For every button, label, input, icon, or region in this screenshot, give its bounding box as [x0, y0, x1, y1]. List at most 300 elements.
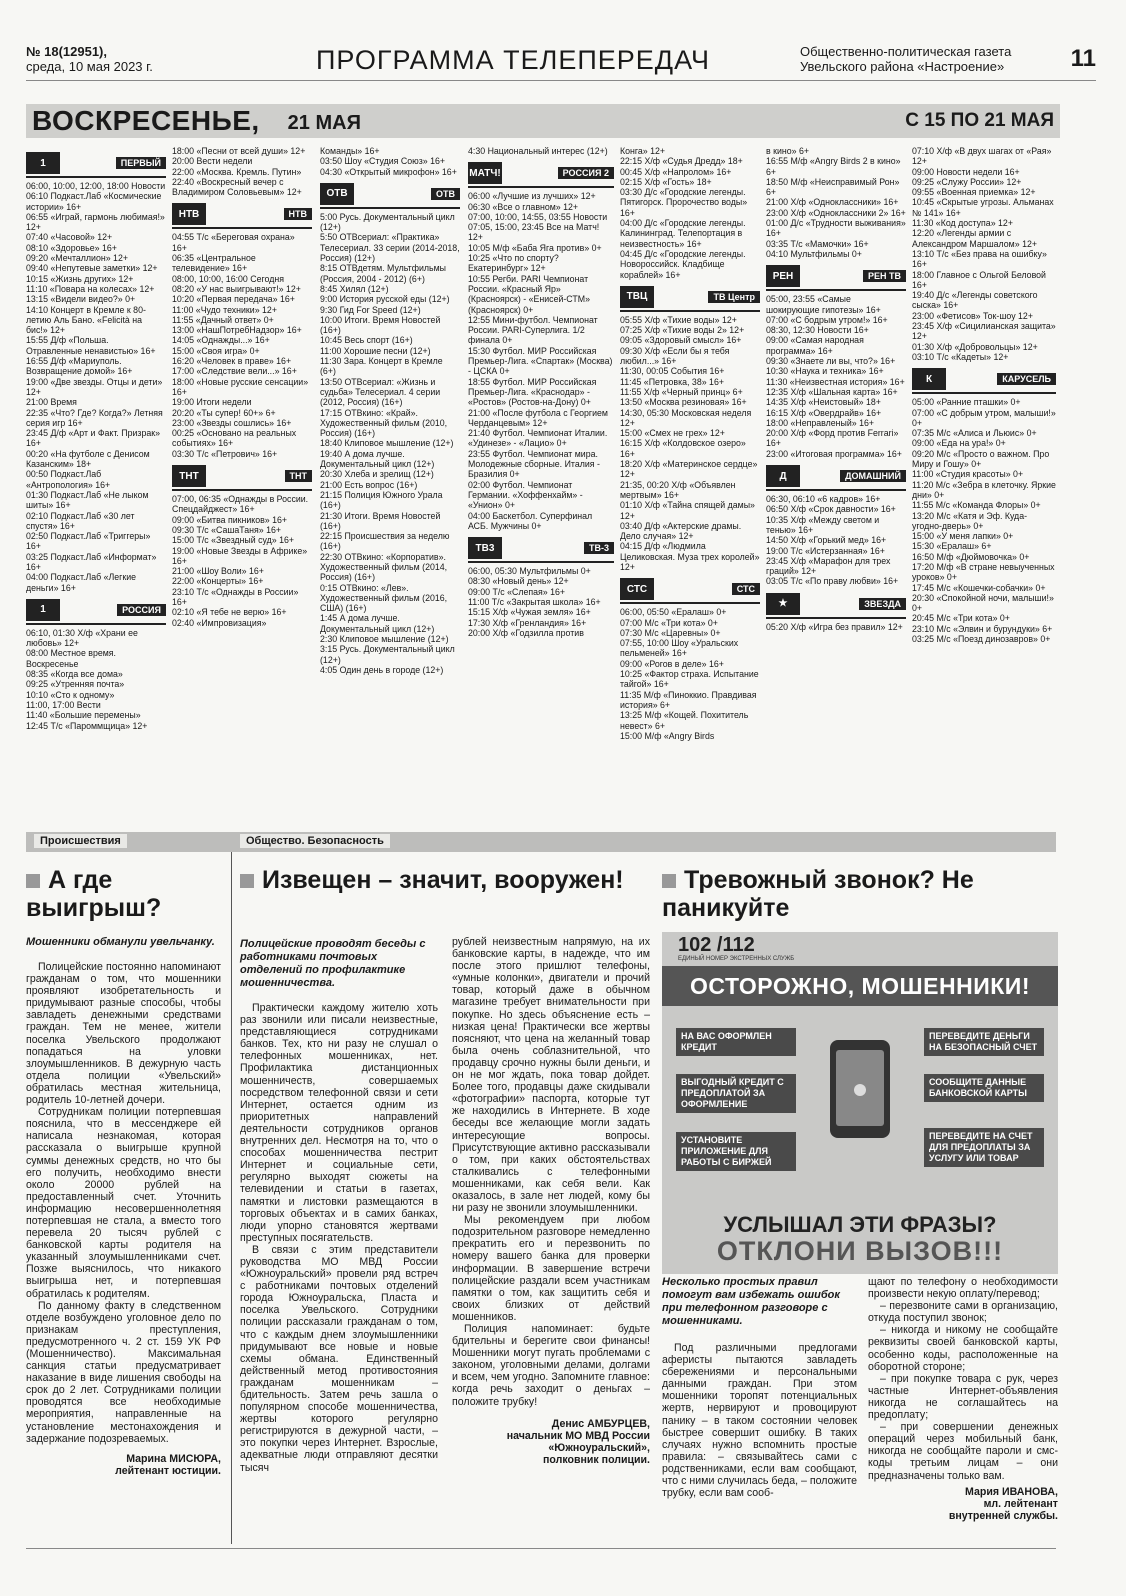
article-column-1 [662, 1342, 857, 1499]
paragraph: Практически каждому жителю хоть раз звонили или писали неизвестные, представляющиеся сотрудниками банков. Тех, кто ни разу не слушал о телефонных мошенниках, нет. Профилактика дистанционных мошенничеств, совершаемых посредством телефонной связи и сети Интернет, остается одним из приоритетных направлений деятельности сотрудников органов внутренних дел. Несмотря на то, что о способах мошенничества пестрит Интернет и социальные сети, регулярно выходят сюжеты на телевидении и статьи в газетах, памятки и листовки размещаются в торговых объектах и в самих банках, люди упорно становятся жертвами преступных посягательств. [240, 1002, 438, 1244]
heading-marker [26, 874, 40, 888]
article-title [26, 866, 221, 922]
program-listing: 8:45 Хилял (12+) [320, 283, 389, 294]
article-column-2 [452, 936, 650, 1466]
program-listing: 05:00, 23:55 «Самые шокирующие гипотезы» 16+ [766, 294, 881, 315]
program-listing: 16:15 Х/ф «Овердрайв» 16+ [766, 407, 882, 418]
paragraph: Полицейские постоянно напоминают гражданам о том, что мошенники проявляют изобретательность и придумывают разные способы, чтобы завладеть денежными средствами граждан. Тем не менее, жители поселка Увельского продолжают попадаться на уловки злоумышленников. В дежурную часть отдела полиции «Увельский» обратилась местная жительница, родитель 10-летней дочери. [26, 961, 221, 1107]
program-listing: 17:30 Х/ф «Гренландия» 16+ [468, 617, 587, 628]
channel-header [766, 263, 906, 291]
program-listing: 06:30, 06:10 «6 кадров» 16+ [766, 494, 881, 505]
program-listing: 06:30 «Все о главном» 12+ [468, 201, 579, 212]
program-listing: 21:15 Полиция Южного Урала (16+) [320, 489, 443, 511]
program-listing: 10:55 Регби. PARI Чемпионат России. «Красный Яр» (Красноярск) - «Енисей-СТМ» (Красноярск) 0+ [468, 273, 590, 315]
article-title [240, 866, 650, 894]
author-name: Денис АМБУРЦЕВ, [551, 1417, 650, 1430]
program-listing: 02:50 Подкаст.Лаб «Триггеры» 16+ [26, 531, 151, 552]
issue-info [26, 44, 226, 74]
program-listing: 08:30 «Новый день» 12+ [468, 576, 569, 587]
program-listing: 16:15 Х/ф «Колдовское озеро» 16+ [620, 438, 746, 459]
program-listing: 03:25 Подкаст.Лаб «Информат» 16+ [26, 551, 157, 572]
program-listing: 11:55 М/с «Команда Флоры» 0+ [912, 500, 1041, 511]
emergency-subtitle: ЕДИНЫЙ НОМЕР ЭКСТРЕННЫХ СЛУЖБ [678, 956, 795, 962]
channel-name: ТНТ [285, 470, 313, 482]
program-listing: 11:30 Зара. Концерт в Кремле (6+) [320, 356, 443, 377]
program-listing: 17:45 М/с «Кошечки-собачки» 0+ [912, 582, 1046, 593]
program-listing: 04:00 Д/с «Городские легенды. Калининград. Телепортация в неизвестность» 16+ [620, 218, 746, 249]
rubric-strip [26, 832, 1056, 852]
program-listing: 15:00 М/ф «Angry Birds [620, 730, 715, 741]
program-listing: 14:10 Концерт в Кремле к 80-летию Аль Бано. «Felicità на бис!» 12+ [26, 304, 146, 336]
channel-logo-icon: РЕН [766, 265, 800, 287]
channel-name: СТС [732, 583, 760, 595]
program-listing: 06:10, 01:30 Х/ф «Храни ее любовь» 12+ [26, 627, 138, 649]
program-listing: 03:25 М/с «Поезд динозавров» 0+ [912, 634, 1051, 645]
program-listing: 10:45 Весь спорт (16+) [320, 335, 413, 346]
channel-logo-icon: ТНТ [172, 465, 206, 487]
program-listing: 23:55 Футбол. Чемпионат мира. Молодежные сборные. Италия - Бразилия 0+ [468, 448, 600, 480]
warning-icon [854, 1084, 866, 1096]
author-name: Мария ИВАНОВА, [965, 1485, 1058, 1498]
program-listing: 01:30 Подкаст.Лаб «Не лыком шиты» 16+ [26, 489, 149, 511]
program-listing: 00:50 Подкаст.Лаб «Антропология» 16+ [26, 469, 111, 490]
program-listing: 01:00 Д/с «Трудности выживания» 16+ [766, 218, 906, 239]
program-listing: 09:00 Т/с «Слепая» 16+ [468, 586, 566, 597]
channel-header [26, 597, 166, 625]
channel-logo-icon: СТС [620, 578, 654, 600]
paragraph: Сотрудникам полиции потерпевшая пояснила, что в мессенджере ей написала незнакомая, которая рассказала о выигрыше крупной суммы денежных средств, но что бы его получить, необходимо внести около 20000 рублей на предоставленный счет. Уточнить информацию несовершеннолетняя потерпевшая не стала, а вместо того перевела 20 тысяч рублей с банковской карты родителя на указанный злоумышленниками счет. Позже выяснилось, что никакого выигрыша нет, и потерпевшая обратилась к родителям. [26, 1106, 221, 1300]
paragraph: – при покупке товара с рук, через частные Интернет-объявления никогда не соглашайтесь на предоплату; [868, 1372, 1058, 1422]
program-listing: 06:00 «Лучшие из лучших» 12+ [468, 191, 596, 202]
program-listing: 03:05 Т/с «По праву любви» 16+ [766, 576, 899, 587]
program-listing: 11:30 «Неизвестная история» 16+ [766, 376, 905, 387]
author-role: лейтенант юстиции. [115, 1464, 221, 1477]
program-listing: 03:30 Д/с «Городские легенды. Пятигорск. Пророчество воды» 16+ [620, 187, 748, 218]
program-listing: 18:40 Клиповое мышление (12+) [320, 438, 454, 449]
program-listing: 15:15 Х/ф «Чужая земля» 16+ [468, 607, 591, 618]
channel-name: РОССИЯ [117, 604, 166, 616]
phone-icon [830, 1040, 890, 1138]
program-listing: 02:10 Подкаст.Лаб «30 лет спустя» 16+ [26, 510, 135, 531]
program-listing: 18:00 «Новые русские сенсации» 16+ [172, 376, 309, 397]
banner-day: ВОСКРЕСЕНЬЕ, [32, 105, 260, 136]
program-listing: 09:20 М/с «Просто о важном. Про Миру и Гошу» 0+ [912, 448, 1050, 470]
schedule-column-7 [912, 146, 1056, 816]
program-listing: 23:10 М/с «Элвин и бурундуки» 6+ [912, 623, 1053, 634]
program-listing: 23:00 «Итоговая программа» 16+ [766, 448, 902, 459]
program-listing: 15:00 «У меня лапки» 0+ [912, 531, 1014, 542]
author-role: полковник полиции. [543, 1454, 650, 1467]
program-listing: 13:25 М/ф «Кощей. Похититель невест» 6+ [620, 710, 749, 731]
program-listing: 4:30 Национальный интерес (12+) [468, 146, 608, 156]
program-listing: 23:45 Х/ф «Сицилианская защита» 12+ [912, 321, 1056, 342]
program-listing: 08:20 «У нас выигрывают!» 12+ [172, 283, 301, 294]
program-listing: 09:30 Т/с «СашаТаня» 16+ [172, 524, 282, 535]
program-listing: 17:20 М/ф «В стране невыученных уроков» 0+ [912, 561, 1055, 583]
program-listing: 22:30 ОТВкино: «Корпоратив». Художественный фильм (2014, Россия) (16+) [320, 551, 448, 583]
program-listing: 08:00 Местное время. Воскресенье [26, 648, 117, 669]
program-listing: 05:20 Х/ф «Игра без правил» 12+ [766, 621, 903, 632]
channel-name: ДОМАШНИЙ [840, 470, 906, 482]
paragraph: По данному факту в следственном отделе возбуждено уголовное дело по признакам преступления, предусмотренного ч. 2 ст. 159 УК РФ (Мошенничество). Максимальная санкция статьи предусматривает наказание в виде лишения свободы на срок до 2 лет. Сотрудниками полиции проводятся все необходимые мероприятия, направленные на установление местонахождения и задержание подозреваемых. [26, 1299, 221, 1445]
schedule-column-2 [172, 146, 312, 816]
program-listing: 02:15 Х/ф «Гость» 18+ [620, 176, 712, 187]
program-listing: 09:00 Новости недели 16+ [912, 166, 1020, 177]
program-listing: 21:00 Есть вопрос (16+) [320, 479, 418, 490]
heading-marker [240, 874, 254, 888]
program-listing: 09:30 Х/ф «Если бы я тебя любил...» 16+ [620, 345, 730, 367]
program-listing: 21:30 Итоги. Время Новостей (16+) [320, 510, 441, 531]
program-listing: 15:00 «Смех не грех» 12+ [620, 428, 725, 439]
program-listing: 9:30 Гид For Speed (12+) [320, 304, 421, 315]
program-listing: 12:35 Х/ф «Шальная карта» 16+ [766, 386, 898, 397]
program-listing: 19:40 Д/с «Легенды советского сыска» 16+ [912, 290, 1038, 311]
channel-logo-icon: 1 [26, 152, 60, 174]
program-listing: 11:35 М/ф «Пиноккио. Правдивая история» 6+ [620, 689, 757, 710]
program-listing: 11:00 «Студия красоты» 0+ [912, 469, 1024, 480]
article-title-text: Тревожный звонок? Не паникуйте [662, 866, 974, 922]
program-listing: 21:00 «После футбола с Георгием Черданцевым» 12+ [468, 407, 608, 428]
program-listing: 20:00 Вести недели [172, 156, 253, 167]
program-listing: 07:10 Х/ф «В двух шагах от «Рая» 12+ [912, 146, 1052, 167]
program-listing: 13:15 «Видели видео?» 0+ [26, 294, 136, 305]
program-listing: 22:40 «Воскресный вечер с Владимиром Соловьевым» 12+ [172, 176, 302, 198]
program-listing: в кино» 6+ [766, 146, 809, 156]
program-listing: 07:25 Х/ф «Тихие воды 2» 12+ [620, 325, 745, 336]
program-listing: 10:25 «Что по спорту? Екатеринбург» 12+ [468, 253, 559, 274]
program-listing: 15:30 «Ералаш» 6+ [912, 541, 992, 552]
schedule-column-4 [468, 146, 614, 816]
program-listing: 10:35 Х/ф «Между светом и тенью» 16+ [766, 514, 880, 535]
program-listing: 20:20 «Ты супер! 60+» 6+ [172, 407, 276, 418]
channel-header [172, 201, 312, 229]
poster-headline: ОСТОРОЖНО, МОШЕННИКИ! [662, 966, 1058, 1006]
program-listing: 04:45 Д/с «Городские легенды. Новороссийск. Кладбище кораблей» 16+ [620, 248, 746, 280]
program-listing: 07:55, 10:00 Шоу «Уральских пельменей» 16+ [620, 638, 739, 659]
program-listing: 10:10 «Сто к одному» [26, 689, 115, 700]
paragraph: Мы рекомендуем при любом подозрительном разговоре немедленно прекратить его и перезвонить по номеру вашего банка для проверки информации. В завершение встречи полицейские раздали всем участникам памятки о том, как защитить себя и своих близких от действий мошенников. [452, 1214, 650, 1323]
program-listing: 05:00 «Ранние пташки» 0+ [912, 397, 1021, 408]
program-listing: 04:00 Подкаст.Лаб «Легкие деньги» 16+ [26, 572, 137, 593]
bottom-rule [26, 1548, 1056, 1549]
article-title [662, 866, 1058, 922]
channel-name: РЕН ТВ [863, 270, 906, 282]
program-listing: 13:00 «НашПотребНадзор» 16+ [172, 325, 302, 336]
program-listing: 22:00 «Москва. Кремль. Путин» [172, 166, 302, 177]
program-listing: 09:00 «Еда на ура!» 0+ [912, 438, 1006, 449]
program-listing: 02:00 Футбол. Чемпионат Германии. «Хоффенхайм» - «Унион» 0+ [468, 479, 583, 511]
newspaper-name-line2: Увельского района «Настроение» [800, 59, 1005, 74]
program-listing: 04:30 «Открытый микрофон» 16+ [320, 166, 457, 177]
channel-header [468, 160, 614, 188]
channel-header [766, 463, 906, 491]
program-listing: 04:00 Баскетбол. Суперфинал АСБ. Мужчины 0+ [468, 510, 593, 531]
program-listing: 23:00 «Звезды сошлись» 16+ [172, 417, 292, 428]
paragraph: – при совершении денежных операций через мобильный банк, никогда не сообщайте пароли и смс-коды третьим лицам – они предназначены только вам. [868, 1421, 1058, 1482]
program-listing: 17:15 ОТВкино: «Край». Художественный фильм (2010, Россия) (16+) [320, 407, 448, 439]
program-listing: 5:50 ОТВсериал: «Практика» Телесериал. 33 серии (2014-2018, Россия) (12+) [320, 232, 460, 264]
program-listing: 22:35 «Что? Где? Когда?» Летняя серия игр 16+ [26, 407, 163, 428]
channel-header [620, 576, 760, 604]
channel-name: ТВ-3 [584, 542, 614, 554]
channel-logo-icon: ТВЦ [620, 286, 654, 308]
program-listing: 07:00 М/с «Три кота» 0+ [620, 617, 718, 628]
channel-header [620, 284, 760, 312]
program-listing: 15:00 Т/с «Звездный суд» 16+ [172, 535, 295, 546]
channel-logo-icon: ОТВ [320, 183, 354, 205]
scam-phrase-box: ВЫГОДНЫЙ КРЕДИТ С ПРЕДОПЛАТОЙ ЗА ОФОРМЛЕНИЕ [676, 1074, 796, 1113]
program-listing: 07:05, 15:00, 23:45 Все на Матч! 12+ [468, 222, 600, 243]
program-listing: 22:15 Происшествия за неделю (16+) [320, 531, 450, 552]
paragraph: В связи с этим представители руководства МО МВД России «Южноуральский» провели ряд встреч с работниками почтовых отделений города Южноуральска, Пласта и поселка Увельского. Сотрудники полиции рассказали гражданам о том, что с каждым днем злоумышленники придумывают все новые и новые схемы обмана. Единственный действенный метод противостояния гражданам мошенникам – бдительность. Затем речь зашла о популярном способе мошенничества, жертвы которого регулярно регистрируются в дежурной части, – это покупки через Интернет. Взрослые, адекватные люди отправляют десятки тысяч [240, 1243, 438, 1474]
program-listing: 10:30 «Наука и техника» 16+ [766, 366, 884, 377]
program-listing: 21:00 Время [26, 397, 77, 408]
channel-logo-icon: Д [766, 465, 800, 487]
program-listing: 01:10 Х/ф «Тайна спящей дамы» 12+ [620, 500, 755, 521]
program-listing: 04:10 Мультфильмы 0+ [766, 248, 862, 259]
channel-logo-icon: ★ [766, 593, 800, 615]
program-listing: 21:40 Футбол. Чемпионат Италии. «Удинезе» - «Лацио» 0+ [468, 428, 608, 449]
program-listing: 22:00 «Концерты» 16+ [172, 576, 264, 587]
channel-name: КАРУСЕЛЬ [997, 373, 1056, 385]
article-title-text: Извещен – значит, вооружен! [262, 866, 624, 894]
rubric-society: Общество. Безопасность [240, 834, 390, 848]
program-listing: 1:45 А дома лучше. Документальный цикл (12+) [320, 613, 435, 634]
channel-header [26, 150, 166, 178]
program-listing: 22:15 Х/ф «Судья Дредд» 18+ [620, 156, 743, 167]
program-listing: 10:20 «Первая передача» 16+ [172, 294, 295, 305]
program-listing: 06:00, 05:50 «Ералаш» 0+ [620, 607, 727, 618]
page-title: ПРОГРАММА ТЕЛЕПЕРЕДАЧ [316, 45, 710, 75]
program-listing: 03:40 Д/ф «Актерские драмы. Дело случая» 12+ [620, 520, 742, 542]
scam-phrase-box: НА ВАС ОФОРМЛЕН КРЕДИТ [676, 1028, 796, 1056]
article-lead: Несколько простых правил помогут вам избежать ошибок при телефонном разговоре с мошенниками. [662, 1276, 840, 1327]
article-body [240, 1002, 438, 1474]
scam-phrase-box: ПЕРЕВЕДИТЕ ДЕНЬГИ НА БЕЗОПАСНЫЙ СЧЕТ [924, 1028, 1044, 1056]
channel-logo-icon: К [912, 368, 946, 390]
article-lead: Полицейские проводят беседы с работниками почтовых отделений по профилактике мошенничества. [240, 938, 426, 989]
schedule-column-1 [26, 146, 166, 816]
channel-name: ПЕРВЫЙ [116, 157, 166, 169]
paragraph: – никогда и никому не сообщайте реквизиты своей банковской карты, особенно коды, расположенные на оборотной стороне; [868, 1324, 1058, 1373]
poster-footer-call-to-action: ОТКЛОНИ ВЫЗОВ!!! [716, 1236, 1004, 1266]
program-listing: 00:20 «На футболе с Денисом Казанским» 18+ [26, 448, 150, 470]
scam-phrase-box: СООБЩИТЕ ДАННЫЕ БАНКОВСКОЙ КАРТЫ [924, 1074, 1044, 1102]
program-listing: 06:35 «Центральное телевидение» 16+ [172, 253, 256, 274]
paragraph: Полиция напоминает: будьте бдительны и берегите свои финансы! Мошенники могут пугать проблемами с законом, уголовными делами, долгами и всем, чем угодно. Запомните главное: когда речь заходит о деньгах – положите трубку! [452, 1323, 650, 1408]
program-listing: 18:55 Футбол. МИР Российская Премьер-Лига. «Краснодар» - «Ростов» (Ростов-на-Дону) 0+ [468, 376, 597, 408]
program-listing: 09:00 «Самая народная программа» 16+ [766, 335, 864, 356]
author-name: Марина МИСЮРА, [126, 1452, 221, 1465]
article-signature [452, 1418, 650, 1467]
paragraph: Под различными предлогами аферисты пытаются завладеть сбережениями и персональными данными граждан. При этом мошенники торопят потенциальных жертв, нервируют и провоцируют панику – в таком состоянии человек быстрее совершит ошибку. В таких случаях нужно вспомнить простые правила: – связывайтесь сами с родственниками, если вам сообщают, что с ними случилась беда, – положите трубку, если вам сооб- [662, 1342, 857, 1500]
program-listing: 07:40 «Часовой» 12+ [26, 232, 113, 243]
program-listing: 11:55 «Дачный ответ» 0+ [172, 314, 274, 325]
heading-marker [662, 874, 676, 888]
program-listing: 11:30 «Код доступа» 12+ [912, 218, 1013, 229]
channel-header [766, 591, 906, 619]
program-listing: 03:35 Т/с «Мамочки» 16+ [766, 238, 869, 249]
program-listing: 06:00, 05:30 Мультфильмы 0+ [468, 566, 591, 577]
program-listing: 06:00, 10:00, 12:00, 18:00 Новости [26, 181, 166, 191]
program-listing: 18:00 «Неправленый» 16+ [766, 417, 874, 428]
fraud-warning-poster [662, 932, 1058, 1274]
program-listing: 23:45 Д/ф «Арт и Факт. Призрак» 16+ [26, 428, 160, 449]
channel-name: ЗВЕЗДА [859, 598, 906, 610]
rubric-incidents: Происшествия [34, 834, 127, 848]
schedule-column-3 [320, 146, 460, 816]
author-role: начальник МО МВД России [506, 1429, 650, 1442]
newspaper-name [800, 44, 1060, 74]
program-listing: 3:15 Русь. Документальный цикл (12+) [320, 644, 455, 665]
program-listing: 16:55 Д/ф «Мариуполь. Возвращение домой» 16+ [26, 356, 133, 377]
author-role: «Южноуральский», [548, 1442, 650, 1455]
program-listing: 09:30 «Знаете ли вы, что?» 16+ [766, 356, 896, 367]
program-listing: Конга» 12+ [620, 146, 666, 156]
column-divider [231, 852, 232, 1544]
program-listing: 11:10 «Повара на колесах» 12+ [26, 283, 155, 294]
author-role: мл. лейтенант [983, 1497, 1058, 1510]
program-listing: 12:55 Мини-футбол. Чемпионат России. PARI-Суперлига. 1/2 финала 0+ [468, 314, 598, 346]
issue-date: среда, 10 мая 2023 г. [26, 59, 153, 74]
program-listing: 03:10 Т/с «Кадеты» 12+ [912, 351, 1009, 362]
article-alarm-call [662, 866, 1058, 1522]
program-listing: 01:30 Х/ф «Добровольцы» 12+ [912, 341, 1038, 352]
program-listing: 06:50 Х/ф «Срок давности» 16+ [766, 504, 896, 515]
program-listing: 20:30 Хлеба и зрелищ (12+) [320, 469, 434, 480]
program-listing: 07:00, 06:35 «Однажды в России. Спецдайджест» 16+ [172, 494, 309, 515]
banner-week-range: С 15 ПО 21 МАЯ [905, 110, 1054, 131]
program-listing: 09:25 «Служу России» 12+ [912, 176, 1022, 187]
program-listing: 18:00 Главное с Ольгой Беловой 16+ [912, 269, 1046, 290]
program-listing: 07:00 «С бодрым утром!» 16+ [766, 314, 888, 325]
program-listing: 15:00 «Своя игра» 0+ [172, 345, 260, 356]
program-listing: 06:55 «Играй, гармонь любимая!» 12+ [26, 211, 165, 233]
channel-logo-icon: ТВ3 [468, 537, 502, 559]
paragraph: – перезвоните сами в организацию, откуда поступил звонок; [868, 1300, 1058, 1325]
program-listing: 14:35 Х/ф «Неистовый» 18+ [766, 397, 881, 408]
program-listing: 15:30 Футбол. МИР Российская Премьер-Лига. «Спартак» (Москва) - ЦСКА 0+ [468, 345, 613, 377]
program-listing: 19:00 Т/с «Истерзанная» 16+ [766, 545, 885, 556]
program-listing: 09:55 «Военная приемка» 12+ [912, 187, 1036, 198]
program-listing: 2:30 Клиповое мышление (12+) [320, 634, 449, 645]
channel-name: ОТВ [431, 188, 460, 200]
program-listing: 07:35 М/с «Алиса и Льюис» 0+ [912, 428, 1037, 439]
program-listing: 09:40 «Непутевые заметки» 12+ [26, 263, 158, 274]
article-signature [868, 1486, 1058, 1523]
program-listing: 12:45 Т/с «Пароммщица» 12+ [26, 720, 148, 731]
channel-name: РОССИЯ 2 [558, 167, 614, 179]
program-listing: 04:55 Т/с «Береговая охрана» 16+ [172, 232, 295, 253]
channel-logo-icon: 1 [26, 599, 60, 621]
program-listing: Команды» 16+ [320, 146, 380, 156]
program-listing: 02:10 «Я тебе не верю» 16+ [172, 607, 287, 618]
program-listing: 23:10 Т/с «Однажды в России» 16+ [172, 586, 299, 607]
program-listing: 14:30, 05:30 Московская неделя 12+ [620, 407, 752, 428]
program-listing: 13:50 «Москва резиновая» 16+ [620, 397, 747, 408]
emergency-number: 102 /112 [678, 934, 755, 956]
program-listing: 19:40 А дома лучше. Документальный цикл (12+) [320, 448, 435, 470]
program-listing: 4:05 Один день в городе (12+) [320, 664, 444, 675]
banner-date: 21 МАЯ [287, 111, 361, 134]
program-listing: 10:00 Итоги. Время Новостей (16+) [320, 314, 441, 336]
paragraph: щают по телефону о необходимости произвести некую оплату/перевод; [868, 1276, 1058, 1301]
channel-name: НТВ [284, 208, 313, 220]
program-listing: 16:50 М/ф «Дюймовочка» 0+ [912, 551, 1030, 562]
program-listing: 04:15 Д/ф «Людмила Целиковская. Муза трех королей» 12+ [620, 541, 760, 572]
program-listing: 21:35, 00:20 Х/ф «Объявлен мертвым» 16+ [620, 479, 736, 500]
program-listing: 19:00 Итоги недели [172, 397, 252, 408]
program-listing: 00:45 Х/ф «Напролом» 16+ [620, 166, 732, 177]
program-listing: 23:00 Х/ф «Одноклассники 2» 16+ [766, 207, 906, 218]
program-listing: 15:55 Д/ф «Польша. Отравленные ненавистью» 16+ [26, 335, 156, 356]
program-listing: 21:00 Х/ф «Одноклассники» 16+ [766, 197, 899, 208]
article-body [868, 1276, 1058, 1482]
program-listing: 11:55 Х/ф «Черный принц» 6+ [620, 386, 743, 397]
page-header [26, 44, 1096, 81]
program-listing: 09:05 «Здоровый смысл» 16+ [620, 335, 742, 346]
article-title-text: А где выигрыш? [26, 866, 162, 922]
program-listing: 11:40 «Большие перемены» [26, 710, 141, 721]
program-listing: 08:35 «Когда все дома» [26, 669, 123, 680]
program-listing: 17:00 «Следствие вели...» 16+ [172, 366, 297, 377]
channel-name: ТВ Центр [708, 291, 760, 303]
program-listing: 13:50 ОТВсериал: «Жизнь и судьба» Телесериал. 4 серии (2012, Россия) (16+) [320, 376, 441, 408]
article-signature [26, 1453, 221, 1477]
program-listing: 8:15 ОТВдетям. Мультфильмы (Россия, 2004 - 2012) (6+) [320, 263, 446, 284]
program-listing: 14:50 Х/ф «Горький мед» 16+ [766, 535, 887, 546]
tv-schedule-grid [26, 146, 1056, 816]
program-listing: 08:30, 12:30 Новости 16+ [766, 325, 869, 336]
program-listing: 9:00 История русской еды (12+) [320, 294, 450, 305]
article-where-is-win [26, 866, 221, 1477]
program-listing: 16:20 «Человек в праве» 16+ [172, 356, 292, 367]
program-listing: 20:00 Х/ф «Форд против Ferrari» 16+ [766, 428, 899, 449]
program-listing: 10:05 М/ф «Баба Яга против» 0+ [468, 242, 602, 253]
channel-logo-icon: НТВ [172, 203, 206, 225]
program-listing: 03:30 Т/с «Петрович» 16+ [172, 448, 278, 459]
program-listing: 5:00 Русь. Документальный цикл (12+) [320, 211, 455, 233]
author-role: внутренней службы. [948, 1510, 1058, 1522]
program-listing: 10:45 «Скрытые угрозы. Альманах № 141» 16+ [912, 197, 1054, 218]
program-listing: 09:25 «Утренняя почта» [26, 679, 125, 690]
program-listing: 19:00 «Две звезды. Отцы и дети» 12+ [26, 376, 163, 397]
scam-phrase-box: УСТАНОВИТЕ ПРИЛОЖЕНИЕ ДЛЯ РАБОТЫ С БИРЖЕЙ [676, 1132, 796, 1171]
program-listing: 11:00 «Чудо техники» 12+ [172, 304, 277, 315]
program-listing: 13:20 М/с «Катя и Эф. Куда-угодно-дверь» 0+ [912, 510, 1028, 531]
program-listing: 07:00, 10:00, 14:55, 03:55 Новости [468, 211, 608, 222]
article-body [452, 936, 650, 1408]
program-listing: 08:10 «Здоровье» 16+ [26, 242, 117, 253]
article-body [26, 961, 221, 1445]
program-listing: 23:45 Х/ф «Марафон для трех граций» 12+ [766, 555, 891, 577]
article-lead: Мошенники обманули увельчанку. [26, 936, 215, 948]
program-listing: 06:10 Подкаст.Лаб «Космические истории» 16+ [26, 191, 162, 212]
article-column-1 [240, 938, 438, 1474]
program-listing: 11:00 Т/с «Закрытая школа» 16+ [468, 596, 601, 607]
channel-header [468, 535, 614, 563]
program-listing: 11:30, 00:05 События 16+ [620, 366, 725, 377]
program-listing: 11:00 Хорошие песни (12+) [320, 345, 431, 356]
program-listing: 13:10 Т/с «Без права на ошибку» 16+ [912, 248, 1047, 270]
program-listing: 07:30 М/с «Царевны» 0+ [620, 627, 721, 638]
program-listing: 05:55 Х/ф «Тихие воды» 12+ [620, 314, 737, 325]
program-listing: 12:20 «Легенды армии с Александром Маршалом» 12+ [912, 228, 1037, 249]
program-listing: 18:20 Х/ф «Материнское сердце» 12+ [620, 459, 758, 480]
program-listing: 09:00 «Рогов в деле» 16+ [620, 658, 724, 669]
page-number: 11 [1070, 45, 1096, 72]
channel-header [912, 366, 1056, 394]
